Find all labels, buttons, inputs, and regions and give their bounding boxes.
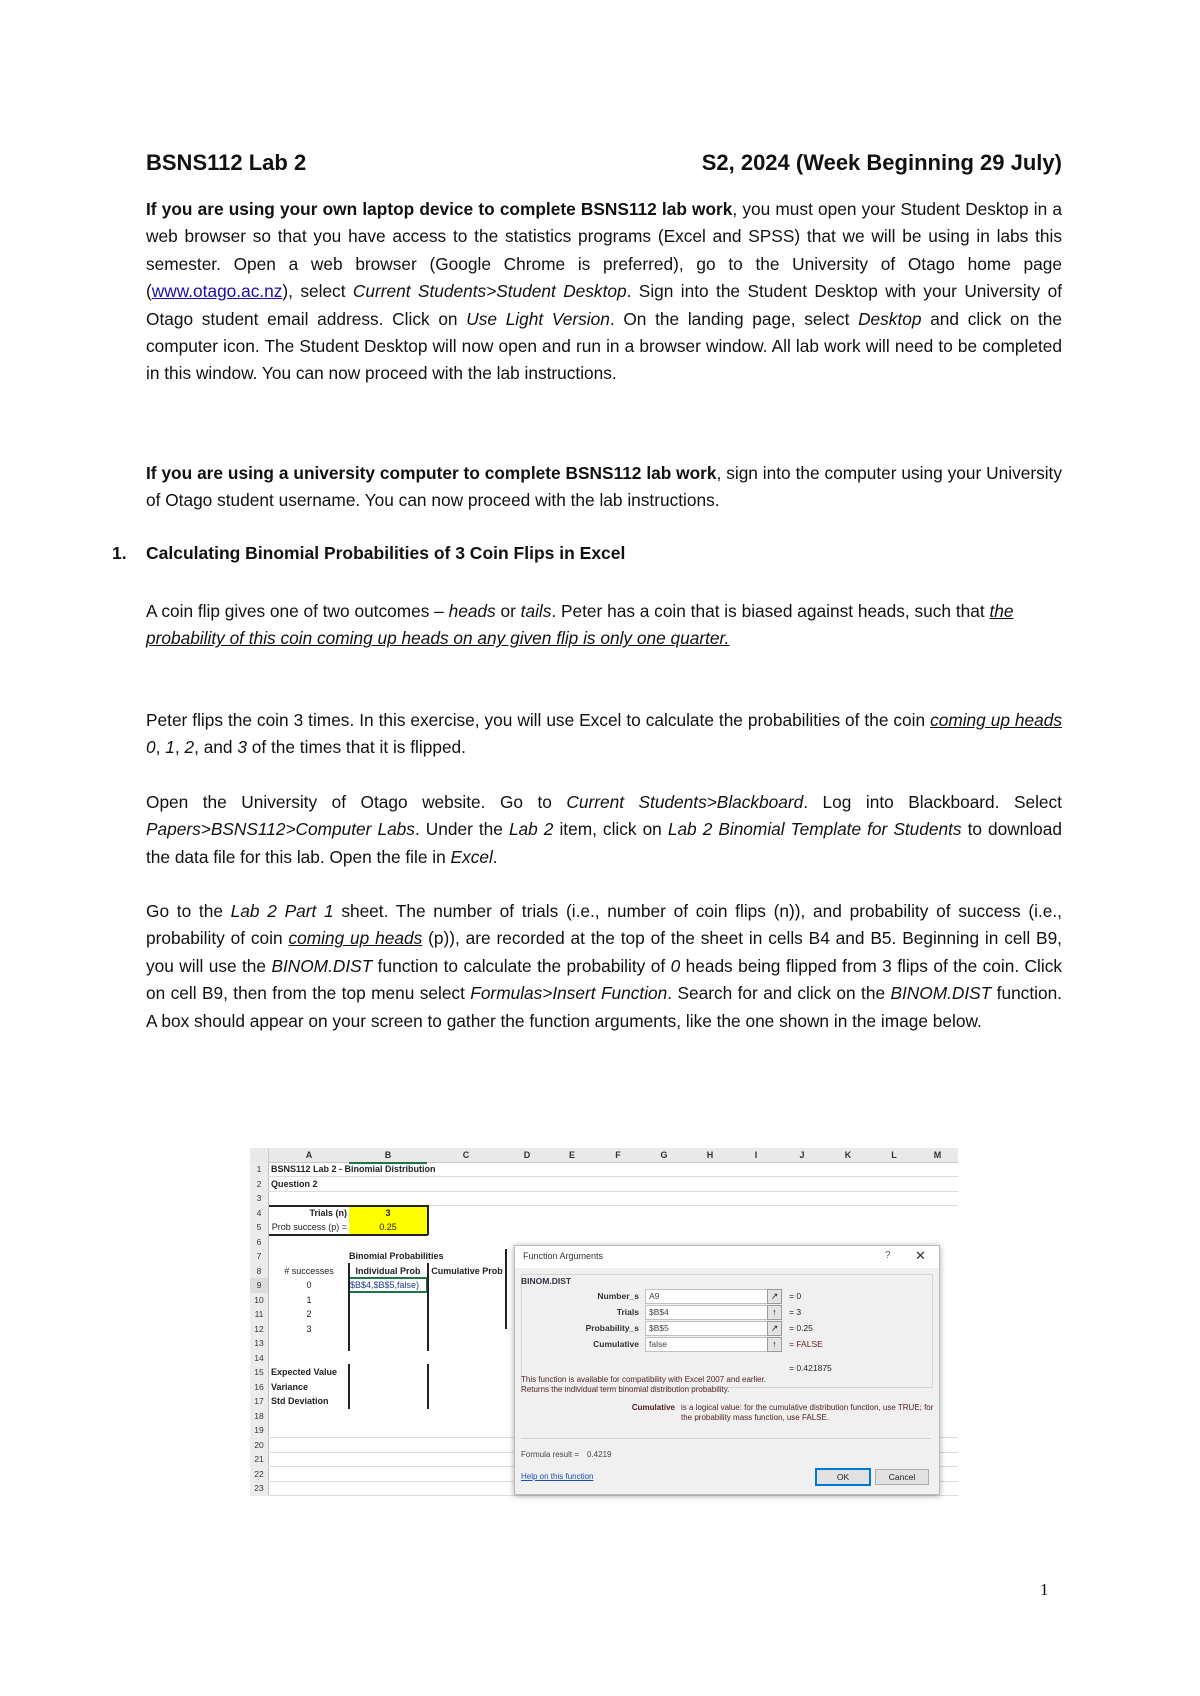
column-header-k: K xyxy=(825,1148,871,1163)
menu-path: Current Students>Blackboard xyxy=(566,792,804,812)
row-header: 12 xyxy=(250,1322,269,1337)
function-name: BINOM.DIST xyxy=(521,1276,572,1286)
formula-result-value: 0.4219 xyxy=(587,1450,612,1459)
arg-help-label: Cumulative xyxy=(631,1403,675,1412)
section-number: 1. xyxy=(112,543,127,563)
column-header-d: D xyxy=(505,1148,549,1163)
text: (p)), are recorded at the top of the sheet in cells B4 and B5. Beginning in cell B9, you will use the xyxy=(146,928,1062,976)
cell-a5[interactable]: Prob success (p) = xyxy=(271,1222,347,1232)
section-heading-1 xyxy=(112,543,625,564)
select-all-corner xyxy=(250,1148,269,1162)
text: Go to the xyxy=(146,901,231,921)
row-header: 16 xyxy=(250,1380,269,1395)
cell-a8[interactable]: # successes xyxy=(284,1265,334,1276)
border xyxy=(427,1263,429,1351)
cell-a11[interactable]: 2 xyxy=(306,1309,312,1319)
text: or xyxy=(495,601,521,621)
menu-path: Formulas>Insert Function xyxy=(470,983,668,1004)
row-header: 13 xyxy=(250,1336,269,1351)
emphasis: coming up heads xyxy=(930,710,1062,730)
text: of the times that it is flipped. xyxy=(246,737,466,758)
program-name: Excel xyxy=(450,846,493,867)
text: , and xyxy=(194,737,238,758)
cell-b7[interactable]: Binomial Probabilities xyxy=(349,1251,444,1261)
text: . Sign into the Student Desktop with your University of Otago student email address. Click on xyxy=(146,281,1062,329)
bold-lead: If you are using a university computer to complete BSNS112 lab work xyxy=(146,463,717,483)
cell-b5[interactable]: 0.25 xyxy=(349,1220,427,1235)
text: heads being flipped from 3 flips of the coin. Click on cell B9, then from the top menu select xyxy=(146,955,1062,1004)
row-header: 5 xyxy=(250,1220,269,1235)
row-header: 14 xyxy=(250,1351,269,1366)
cell-b9-editing[interactable]: $B$4,$B$5,false) xyxy=(350,1280,420,1290)
count: 3 xyxy=(237,737,247,758)
item-name: Lab 2 xyxy=(508,819,554,840)
arg-help-text: is a logical value: for the cumulative distribution function, use TRUE; for xyxy=(681,1403,934,1412)
border xyxy=(348,1364,350,1409)
row-header: 11 xyxy=(250,1307,269,1322)
file-name: Lab 2 Binomial Template for Students xyxy=(667,819,962,840)
row-header: 7 xyxy=(250,1249,269,1264)
cell-a9[interactable]: 0 xyxy=(306,1280,312,1290)
arg-label-probability-s: Probability_s xyxy=(585,1323,639,1333)
text: , xyxy=(174,737,185,758)
function-name: BINOM.DIST xyxy=(271,955,373,976)
cell-a4[interactable]: Trials (n) xyxy=(309,1207,347,1218)
collapse-dialog-button[interactable]: ↑ xyxy=(767,1305,782,1320)
count: 0 xyxy=(146,737,156,758)
close-icon[interactable]: ✕ xyxy=(915,1248,926,1263)
menu-path: Current Students>Student Desktop xyxy=(352,281,627,302)
count: 0 xyxy=(670,955,681,976)
emphasis: coming up heads xyxy=(288,928,423,949)
row-header: 9 xyxy=(250,1278,269,1293)
function-name: BINOM.DIST xyxy=(890,983,992,1004)
row-header: 21 xyxy=(250,1452,269,1467)
collapse-dialog-button[interactable]: ↑ xyxy=(767,1337,782,1352)
arg-result: = 0 xyxy=(789,1291,802,1301)
border xyxy=(269,1234,428,1236)
trials-input[interactable]: $B$4 xyxy=(645,1305,768,1320)
excel-screenshot-figure xyxy=(250,1148,958,1500)
arg-label-cumulative: Cumulative xyxy=(593,1339,639,1349)
text: Open the University of Otago website. Go to xyxy=(146,792,567,812)
collapse-dialog-button[interactable]: ↗ xyxy=(767,1289,782,1304)
lab-title: BSNS112 Lab 2 xyxy=(146,150,307,175)
cancel-button[interactable]: Cancel xyxy=(875,1469,929,1485)
text: , sign into the computer using your University of Otago student username. You can now proceed with the lab instructions. xyxy=(146,463,1062,511)
text: item, click on xyxy=(553,819,668,840)
column-header-c: C xyxy=(427,1148,505,1163)
ok-button[interactable]: OK xyxy=(815,1468,871,1486)
row-header: 4 xyxy=(250,1206,269,1221)
border xyxy=(269,1205,428,1207)
text: Peter flips the coin 3 times. In this exercise, you will use Excel to calculate the probabilities of the coin xyxy=(146,710,931,730)
arg-label-number-s: Number_s xyxy=(597,1291,639,1301)
cell-b4[interactable]: 3 xyxy=(349,1206,427,1221)
formula-result-label: Formula result = xyxy=(521,1450,580,1459)
text: to download the data file for this lab. Open the file in xyxy=(146,819,1063,867)
selected-cell-b9[interactable] xyxy=(348,1277,428,1293)
term: heads xyxy=(448,601,496,621)
text: . Log into Blackboard. Select xyxy=(803,792,1062,812)
cell-a10[interactable]: 1 xyxy=(306,1294,312,1305)
arg-label-trials: Trials xyxy=(616,1307,639,1317)
dialog-title-bar[interactable] xyxy=(515,1246,939,1268)
gridline xyxy=(268,1191,958,1192)
text: . xyxy=(492,846,498,867)
intro-own-laptop-paragraph xyxy=(146,196,1062,388)
column-header-m: M xyxy=(917,1148,958,1163)
border xyxy=(427,1364,429,1409)
sheet-name: Lab 2 Part 1 xyxy=(230,901,334,921)
semester-week: S2, 2024 (Week Beginning 29 July) xyxy=(701,150,1062,175)
cumulative-input[interactable]: false xyxy=(645,1337,768,1352)
section-title: Calculating Binomial Probabilities of 3 Coin Flips in Excel xyxy=(146,543,626,563)
count: 1 xyxy=(165,737,175,758)
page-number: 1 xyxy=(1040,1580,1049,1599)
intro-uni-computer-paragraph xyxy=(146,460,1062,515)
text: function to calculate the probability of xyxy=(372,955,671,976)
divider xyxy=(521,1438,931,1439)
function-description: Returns the individual term binomial distribution probability. xyxy=(521,1385,730,1394)
arg-help-text: the probability mass function, use FALSE. xyxy=(681,1413,830,1422)
cell-a12[interactable]: 3 xyxy=(306,1323,312,1334)
column-header-j: J xyxy=(779,1148,825,1163)
cell-a2[interactable]: Question 2 xyxy=(271,1179,318,1189)
row-header: 22 xyxy=(250,1467,269,1482)
coin-description-paragraph xyxy=(146,598,1062,653)
row-header: 10 xyxy=(250,1293,269,1308)
text: . Under the xyxy=(414,819,509,840)
text: function. A box should appear on your screen to gather the function arguments, like the one shown in the image below. xyxy=(146,983,1062,1031)
border xyxy=(348,1263,350,1351)
row-header: 8 xyxy=(250,1264,269,1279)
border xyxy=(505,1249,507,1329)
row-header: 19 xyxy=(250,1423,269,1438)
collapse-dialog-button[interactable]: ↗ xyxy=(767,1321,782,1336)
option-name: Desktop xyxy=(858,308,922,329)
gridline xyxy=(268,1495,958,1496)
count: 2 xyxy=(184,737,195,758)
text: A coin flip gives one of two outcomes – xyxy=(146,601,449,621)
function-arguments-dialog xyxy=(514,1245,940,1495)
text: . Peter has a coin that is biased against heads, such that xyxy=(551,601,990,621)
column-header-a: A xyxy=(269,1148,349,1163)
dialog-title: Function Arguments xyxy=(523,1251,604,1261)
cell-a15[interactable]: Expected Value xyxy=(271,1367,338,1377)
row-header: 23 xyxy=(250,1481,269,1496)
coin-flips-paragraph xyxy=(146,707,1062,762)
text: , xyxy=(155,737,166,758)
arg-result: = FALSE xyxy=(789,1339,823,1349)
border xyxy=(427,1205,429,1235)
column-header-g: G xyxy=(641,1148,687,1163)
arg-result: = 3 xyxy=(789,1307,802,1317)
row-header: 1 xyxy=(250,1162,269,1177)
emphasis: the probability of this coin coming up heads on any given flip is only one quarter. xyxy=(146,601,1014,649)
column-header-b: B xyxy=(349,1148,427,1164)
column-header-f: F xyxy=(595,1148,641,1163)
row-header: 6 xyxy=(250,1235,269,1250)
column-header-h: H xyxy=(687,1148,733,1163)
document-header xyxy=(146,150,1062,180)
overall-result: = 0.421875 xyxy=(789,1363,832,1373)
text: , you must open your Student Desktop in a web browser so that you have access to the statistics programs (Excel and SPSS) that we will be using in labs this semester. Open a web browser (Google Chrome is preferred), go to the University of Otago home page ( xyxy=(146,199,1062,302)
column-header-i: I xyxy=(733,1148,779,1163)
help-on-function-link[interactable]: Help on this function xyxy=(521,1472,594,1481)
compat-description: This function is available for compatibility with Excel 2007 and earlier. xyxy=(521,1375,767,1384)
bold-lead: If you are using your own laptop device to complete BSNS112 lab work xyxy=(146,199,733,219)
column-header-l: L xyxy=(871,1148,917,1163)
cell-b8[interactable]: Individual Prob xyxy=(355,1265,421,1276)
menu-path: Papers>BSNS112>Computer Labs xyxy=(146,819,415,840)
text: and click on the computer icon. The Student Desktop will now open and run in a browser window. All lab work will need to be completed in this window. You can now proceed with the lab instructions. xyxy=(146,308,1062,384)
row-header: 17 xyxy=(250,1394,269,1409)
text: sheet. The number of trials (i.e., number of coin flips (n)), and probability of success (i.e., probability of coin xyxy=(146,901,1062,949)
row-header: 3 xyxy=(250,1191,269,1206)
row-header: 18 xyxy=(250,1409,269,1424)
arg-result: = 0.25 xyxy=(789,1323,813,1333)
sheet-instructions-paragraph xyxy=(146,898,1062,1035)
blackboard-paragraph xyxy=(146,789,1062,871)
option-name: Use Light Version xyxy=(466,308,610,329)
term: tails xyxy=(520,601,552,621)
row-header: 2 xyxy=(250,1177,269,1192)
cell-a1[interactable]: BSNS112 Lab 2 - Binomial Distribution xyxy=(271,1164,436,1174)
gridline xyxy=(268,1176,958,1177)
row-header: 15 xyxy=(250,1365,269,1380)
text: . On the landing page, select xyxy=(609,308,859,329)
text: ), select xyxy=(282,281,353,302)
column-header-e: E xyxy=(549,1148,595,1163)
probability-s-input[interactable]: $B$5 xyxy=(645,1321,768,1336)
text: . Search for and click on the xyxy=(667,983,891,1004)
help-icon[interactable]: ? xyxy=(885,1250,891,1261)
row-header: 20 xyxy=(250,1438,269,1453)
otago-website-link[interactable]: www.otago.ac.nz xyxy=(151,281,283,302)
cell-a17[interactable]: Std Deviation xyxy=(271,1396,329,1406)
cell-a16[interactable]: Variance xyxy=(271,1381,309,1392)
number-s-input[interactable]: A9 xyxy=(645,1289,768,1304)
cell-c8[interactable]: Cumulative Prob xyxy=(431,1265,503,1276)
